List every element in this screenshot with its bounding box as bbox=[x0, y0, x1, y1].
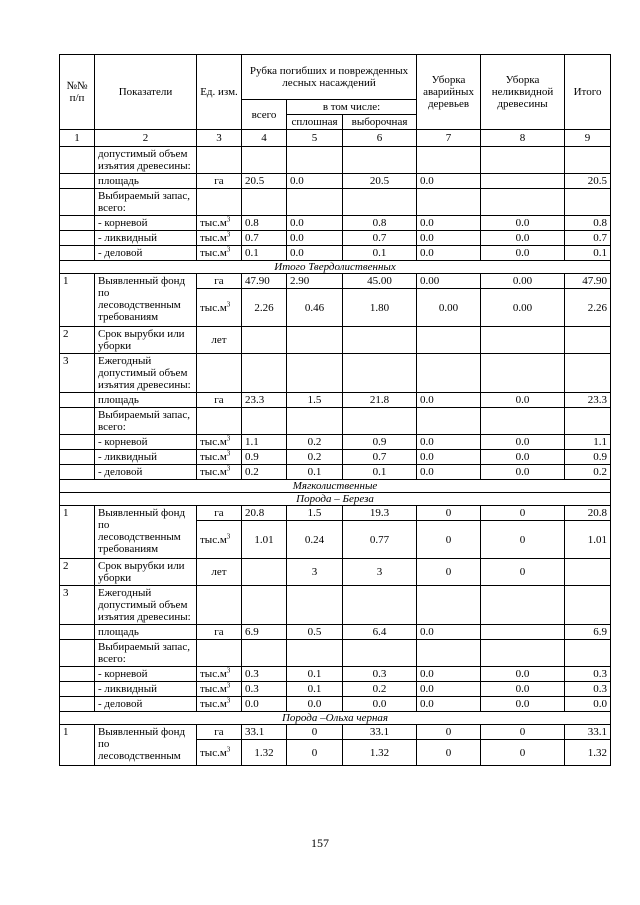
row-label: Выявленный фонд по лесоводственным требованиям bbox=[95, 274, 197, 327]
section-birch: Порода – Береза bbox=[60, 493, 611, 506]
table-cell: 0.2 bbox=[565, 465, 611, 480]
row-label: Выбираемый запас, всего: bbox=[95, 189, 197, 216]
table-row bbox=[60, 450, 611, 465]
table-cell: 1.01 bbox=[242, 521, 287, 559]
table-cell: 0.46 bbox=[287, 289, 343, 327]
table-cell: 0.1 bbox=[565, 246, 611, 261]
table-cell: 3 bbox=[287, 559, 343, 586]
table-cell: 0.9 bbox=[242, 450, 287, 465]
table-row bbox=[60, 667, 611, 682]
unit-cell: $тыс.м^3$ bbox=[197, 697, 242, 712]
unit-cell: $тыс.м^3$ bbox=[197, 246, 242, 261]
table-cell: 2 bbox=[60, 559, 95, 586]
table-cell: 0.0 bbox=[417, 667, 481, 682]
row-label: - ликвидный bbox=[95, 450, 197, 465]
row-label: Ежегодный допустимый объем изъятия древесины: bbox=[95, 586, 197, 625]
table-cell: га bbox=[197, 625, 242, 640]
header-felling: Рубка погибших и поврежденных лесных насаждений bbox=[242, 55, 417, 100]
table-cell: 0.7 bbox=[565, 231, 611, 246]
table-cell: 6.9 bbox=[242, 625, 287, 640]
table-cell: 6.9 bbox=[565, 625, 611, 640]
table-cell: 0.2 bbox=[242, 465, 287, 480]
unit-cell: $тыс.м^3$ bbox=[197, 667, 242, 682]
unit-cell: $тыс.м^3$ bbox=[197, 450, 242, 465]
table-cell: 0.0 bbox=[417, 393, 481, 408]
table-cell: 33.1 bbox=[343, 725, 417, 740]
table-cell: 0.0 bbox=[417, 625, 481, 640]
table-cell: 3 bbox=[343, 559, 417, 586]
table-cell: 1 bbox=[60, 506, 95, 559]
column-number: 2 bbox=[95, 130, 197, 147]
unit-cell: $тыс.м^3$ bbox=[197, 521, 242, 559]
table-cell: 0.1 bbox=[242, 246, 287, 261]
forest-harvest-table bbox=[59, 54, 611, 766]
table-cell: 0.0 bbox=[417, 697, 481, 712]
unit-cell: $тыс.м^3$ bbox=[197, 682, 242, 697]
table-cell: 0.0 bbox=[417, 231, 481, 246]
table-cell: 0.0 bbox=[417, 465, 481, 480]
row-label: - ликвидный bbox=[95, 231, 197, 246]
table-cell: 0.3 bbox=[343, 667, 417, 682]
unit-cell: га bbox=[197, 174, 242, 189]
table-row bbox=[60, 725, 611, 740]
column-number: 7 bbox=[417, 130, 481, 147]
table-cell: 23.3 bbox=[242, 393, 287, 408]
table-cell: 0.0 bbox=[417, 682, 481, 697]
table-cell: 0.0 bbox=[287, 231, 343, 246]
table-cell: 0.0 bbox=[481, 393, 565, 408]
table-row bbox=[60, 586, 611, 625]
table-cell: 0 bbox=[417, 506, 481, 521]
table-cell: 0.7 bbox=[343, 450, 417, 465]
table-cell: 0.0 bbox=[417, 216, 481, 231]
table-cell: 0.5 bbox=[287, 625, 343, 640]
table-cell: 0.3 bbox=[565, 682, 611, 697]
row-label: Срок вырубки или уборки bbox=[95, 559, 197, 586]
table-cell: 45.00 bbox=[343, 274, 417, 289]
table-cell: 0.9 bbox=[343, 435, 417, 450]
table-cell: 2.26 bbox=[565, 289, 611, 327]
table-cell: 1 bbox=[60, 725, 95, 766]
table-row bbox=[60, 174, 611, 189]
table-cell: 21.8 bbox=[343, 393, 417, 408]
table-cell: 0.7 bbox=[343, 231, 417, 246]
table-cell: 3 bbox=[60, 586, 95, 625]
table-cell: 0.0 bbox=[481, 216, 565, 231]
unit-cell: $тыс.м^3$ bbox=[197, 740, 242, 766]
table-cell: 0.8 bbox=[242, 216, 287, 231]
column-number: 4 bbox=[242, 130, 287, 147]
table-cell: 0.3 bbox=[242, 682, 287, 697]
table-cell: 0 bbox=[287, 740, 343, 766]
table-cell: 1.32 bbox=[242, 740, 287, 766]
table-cell: 0.1 bbox=[287, 667, 343, 682]
table-cell: 2 bbox=[60, 327, 95, 354]
header-clear: сплошная bbox=[287, 115, 343, 130]
unit-cell: $тыс.м^3$ bbox=[197, 465, 242, 480]
table-cell: 0.0 bbox=[417, 174, 481, 189]
table-cell: лет bbox=[197, 327, 242, 354]
table-cell: 20.8 bbox=[565, 506, 611, 521]
table-cell: 0.2 bbox=[287, 450, 343, 465]
table-cell: 0 bbox=[287, 725, 343, 740]
table-cell: 0.0 bbox=[481, 667, 565, 682]
header-emergency: Уборка аварийных деревьев bbox=[417, 55, 481, 130]
row-label: площадь bbox=[95, 625, 197, 640]
row-label: площадь bbox=[95, 393, 197, 408]
table-cell: 0.0 bbox=[417, 246, 481, 261]
table-cell: лет bbox=[197, 559, 242, 586]
table-cell: 0.0 bbox=[343, 697, 417, 712]
table-cell: 0.24 bbox=[287, 521, 343, 559]
table-cell: 0.00 bbox=[481, 274, 565, 289]
table-cell: 20.5 bbox=[565, 174, 611, 189]
table-cell: 47.90 bbox=[565, 274, 611, 289]
row-label: - корневой bbox=[95, 667, 197, 682]
column-number-row bbox=[60, 130, 611, 147]
table-cell: 0.0 bbox=[287, 174, 343, 189]
header-row-1 bbox=[60, 55, 611, 100]
table-cell: 0.3 bbox=[565, 667, 611, 682]
table-cell: 0 bbox=[417, 740, 481, 766]
header-indicator: Показатели bbox=[95, 55, 197, 130]
unit-cell: $тыс.м^3$ bbox=[197, 216, 242, 231]
page-number: 157 bbox=[311, 836, 329, 850]
table-row bbox=[60, 682, 611, 697]
row-label: допустимый объем изъятия древесины: bbox=[95, 147, 197, 174]
table-cell: 0.00 bbox=[417, 274, 481, 289]
table-cell: 20.5 bbox=[343, 174, 417, 189]
table-cell: 0.2 bbox=[287, 435, 343, 450]
unit-cell: $тыс.м^3$ bbox=[197, 231, 242, 246]
table-cell: 0.77 bbox=[343, 521, 417, 559]
table-row bbox=[60, 246, 611, 261]
table-cell: 0 bbox=[417, 521, 481, 559]
table-cell: 33.1 bbox=[242, 725, 287, 740]
table-cell: 0.0 bbox=[481, 465, 565, 480]
table-cell: 0.3 bbox=[242, 667, 287, 682]
section-row bbox=[60, 493, 611, 506]
table-cell: 19.3 bbox=[343, 506, 417, 521]
table-row bbox=[60, 216, 611, 231]
table-cell: 0.1 bbox=[287, 465, 343, 480]
header-selective: выборочная bbox=[343, 115, 417, 130]
column-number: 3 bbox=[197, 130, 242, 147]
table-row bbox=[60, 625, 611, 640]
header-unit: Ед. изм. bbox=[197, 55, 242, 130]
table-row bbox=[60, 465, 611, 480]
table-cell: га bbox=[197, 393, 242, 408]
table-cell: 0.0 bbox=[481, 435, 565, 450]
table-cell: 1.32 bbox=[343, 740, 417, 766]
table-cell: га bbox=[197, 274, 242, 289]
row-label: - корневой bbox=[95, 216, 197, 231]
section-row bbox=[60, 480, 611, 493]
table-cell: 0 bbox=[481, 725, 565, 740]
table-row bbox=[60, 559, 611, 586]
table-cell: 20.5 bbox=[242, 174, 287, 189]
table-row bbox=[60, 147, 611, 174]
table-cell: 33.1 bbox=[565, 725, 611, 740]
table-cell: 1.5 bbox=[287, 393, 343, 408]
table-cell: 0 bbox=[481, 740, 565, 766]
table-row bbox=[60, 327, 611, 354]
table-row bbox=[60, 274, 611, 289]
table-cell: 0 bbox=[417, 559, 481, 586]
table-cell: 1.1 bbox=[242, 435, 287, 450]
table-cell: 0.8 bbox=[343, 216, 417, 231]
table-row bbox=[60, 354, 611, 393]
header-total-all: всего bbox=[242, 100, 287, 130]
section-alder: Порода –Ольха черная bbox=[60, 712, 611, 725]
table-cell: 1.1 bbox=[565, 435, 611, 450]
table-cell: 0 bbox=[481, 559, 565, 586]
table-cell: 0.0 bbox=[287, 246, 343, 261]
table-cell: 0.2 bbox=[343, 682, 417, 697]
header-illiquid: Уборка неликвидной древесины bbox=[481, 55, 565, 130]
table-cell: 0.0 bbox=[287, 216, 343, 231]
table-cell: 1.32 bbox=[565, 740, 611, 766]
table-cell: 1.01 bbox=[565, 521, 611, 559]
table-cell: 0.8 bbox=[565, 216, 611, 231]
row-label: Выбираемый запас, всего: bbox=[95, 640, 197, 667]
unit-cell: $тыс.м^3$ bbox=[197, 435, 242, 450]
row-label: площадь bbox=[95, 174, 197, 189]
table-cell: 0 bbox=[481, 521, 565, 559]
document-page bbox=[59, 54, 610, 766]
column-number: 5 bbox=[287, 130, 343, 147]
table-cell: 0.0 bbox=[481, 231, 565, 246]
table-cell: 0.0 bbox=[481, 697, 565, 712]
section-hard-total: Итого Твердолиственных bbox=[60, 261, 611, 274]
table-cell: 0 bbox=[481, 506, 565, 521]
table-cell: 23.3 bbox=[565, 393, 611, 408]
row-label: Ежегодный допустимый объем изъятия древесины: bbox=[95, 354, 197, 393]
table-cell: 0.0 bbox=[481, 682, 565, 697]
table-cell: 0.0 bbox=[417, 450, 481, 465]
table-cell: 0.1 bbox=[343, 246, 417, 261]
row-label: - корневой bbox=[95, 435, 197, 450]
table-cell: 0.0 bbox=[287, 697, 343, 712]
row-label: Выявленный фонд по лесоводственным bbox=[95, 725, 197, 766]
table-cell bbox=[565, 559, 611, 586]
row-label: - деловой bbox=[95, 465, 197, 480]
table-cell: 0.0 bbox=[565, 697, 611, 712]
table-row bbox=[60, 393, 611, 408]
row-label: - ликвидный bbox=[95, 682, 197, 697]
table-cell: 3 bbox=[60, 354, 95, 393]
header-incl: в том числе: bbox=[287, 100, 417, 115]
table-cell: 20.8 bbox=[242, 506, 287, 521]
unit-cell: $тыс.м^3$ bbox=[197, 289, 242, 327]
section-row bbox=[60, 261, 611, 274]
section-row bbox=[60, 712, 611, 725]
table-cell: га bbox=[197, 725, 242, 740]
header-num: №№ п/п bbox=[60, 55, 95, 130]
table-cell: 0.7 bbox=[242, 231, 287, 246]
table-row bbox=[60, 435, 611, 450]
table-cell: 0.0 bbox=[481, 246, 565, 261]
row-label: Выявленный фонд по лесоводственным требованиям bbox=[95, 506, 197, 559]
table-row bbox=[60, 697, 611, 712]
column-number: 6 bbox=[343, 130, 417, 147]
column-number: 1 bbox=[60, 130, 95, 147]
table-cell: 0 bbox=[417, 725, 481, 740]
table-cell: 0.00 bbox=[417, 289, 481, 327]
table-cell: 47.90 bbox=[242, 274, 287, 289]
table-cell: 6.4 bbox=[343, 625, 417, 640]
row-label: Выбираемый запас, всего: bbox=[95, 408, 197, 435]
table-cell: 0.1 bbox=[343, 465, 417, 480]
table-cell: 0.9 bbox=[565, 450, 611, 465]
table-cell: 0.0 bbox=[242, 697, 287, 712]
table-row bbox=[60, 189, 611, 216]
table-cell: 0.00 bbox=[481, 289, 565, 327]
section-soft: Мягколиственные bbox=[60, 480, 611, 493]
table-cell: 2.26 bbox=[242, 289, 287, 327]
table-cell: 1 bbox=[60, 274, 95, 327]
column-number: 8 bbox=[481, 130, 565, 147]
table-cell: га bbox=[197, 506, 242, 521]
row-label: - деловой bbox=[95, 697, 197, 712]
row-label: Срок вырубки или уборки bbox=[95, 327, 197, 354]
table-cell: 1.80 bbox=[343, 289, 417, 327]
table-cell: 0.0 bbox=[417, 435, 481, 450]
table-cell bbox=[481, 174, 565, 189]
table-cell: 0.0 bbox=[481, 450, 565, 465]
row-label: - деловой bbox=[95, 246, 197, 261]
column-number: 9 bbox=[565, 130, 611, 147]
table-cell bbox=[242, 559, 287, 586]
table-cell bbox=[481, 625, 565, 640]
table-cell: 2.90 bbox=[287, 274, 343, 289]
table-row bbox=[60, 640, 611, 667]
table-row bbox=[60, 231, 611, 246]
header-total: Итого bbox=[565, 55, 611, 130]
table-cell: 0.1 bbox=[287, 682, 343, 697]
table-row bbox=[60, 408, 611, 435]
table-row bbox=[60, 506, 611, 521]
table-cell: 1.5 bbox=[287, 506, 343, 521]
